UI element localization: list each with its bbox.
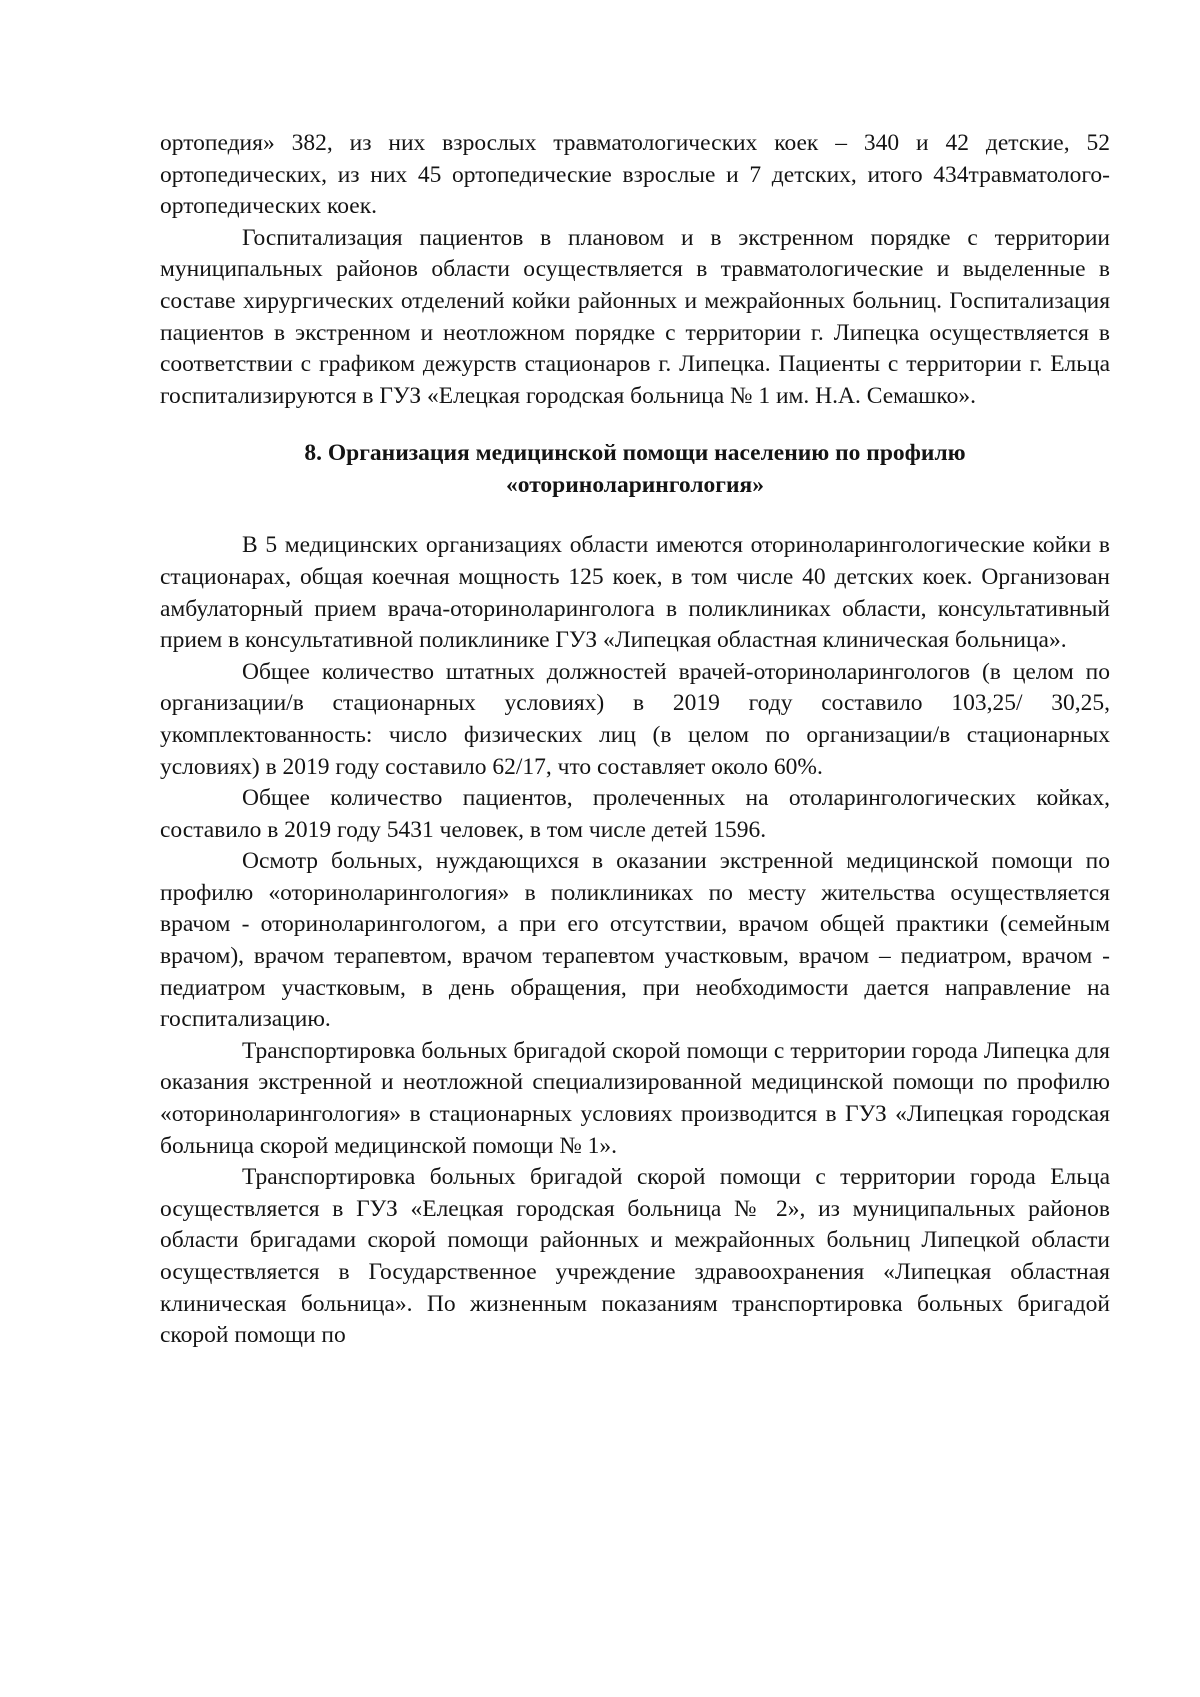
paragraph-ent-beds: В 5 медицинских организациях области имеются оториноларингологические койки в стационарах, общая коечная мощность 125 коек, в том числе 40 детских коек. Организован амбулаторный прием врача-оториноларинголога в поликлиниках области, консультативный прием в консультативной поликлинике ГУЗ «Липецкая областная клиническая больница». [160,532,1110,654]
paragraph-hospitalization: Госпитализация пациентов в плановом и в экстренном порядке с территории муниципальных районов области осуществляется в травматологические и выделенные в составе хирургических отделений койки районных и межрайонных больниц. Госпитализация пациентов в экстренном и неотложном порядке с территории г. Липецка осуществляется в соответствии с графиком дежурств стационаров г. Липецка. Пациенты с территории г. Ельца госпитализируются в ГУЗ «Елецкая городская больница № 1 им. Н.А. Семашко». [160,224,1110,409]
paragraph-patients-treated: Общее количество пациентов, пролеченных на отоларингологических койках, составило в 2019 году 5431 человек, в том числе детей 1596. [160,785,1110,843]
paragraph-transport-lipetsk: Транспортировка больных бригадой скорой помощи с территории города Липецка для оказания экстренной и неотложной специализированной медицинской помощи по профилю «оториноларингология» в стационарных условиях производится в ГУЗ «Липецкая городская больница скорой медицинской помощи № 1». [160,1037,1110,1159]
section-heading-line-1: 8. Организация медицинской помощи населению по профилю [304,440,966,467]
section-heading [160,437,1110,501]
paragraph-transport-yelets: Транспортировка больных бригадой скорой помощи с территории города Ельца осуществляется в ГУЗ «Елецкая городская больница № 2», из муниципальных районов области бригадами скорой помощи районных и межрайонных больниц Липецкой области осуществляется в Государственное учреждение здравоохранения «Липецкая областная клиническая больница». По жизненным показаниям транспортировка больных бригадой скорой помощи по [160,1164,1110,1349]
section-heading-line-2: «оториноларингология» [506,472,764,499]
paragraph-staffing: Общее количество штатных должностей врачей-оториноларингологов (в целом по организации/в стационарных условиях) в 2019 году составило 103,25/ 30,25, укомплектованность: число физических лиц (в целом по организации/в стационарных условиях) в 2019 году составило 62/17, что составляет около 60%. [160,658,1110,780]
paragraph-examination: Осмотр больных, нуждающихся в оказании экстренной медицинской помощи по профилю «оториноларингология» в поликлиниках по месту жительства осуществляется врачом - оториноларингологом, а при его отсутствии, врачом общей практики (семейным врачом), врачом терапевтом, врачом терапевтом участковым, врачом – педиатром, врачом - педиатром участковым, в день обращения, при необходимости дается направление на госпитализацию. [160,848,1110,1033]
paragraph-trauma-beds: ортопедия» 382, из них взрослых травматологических коек – 340 и 42 детские, 52 ортопедических, из них 45 ортопедические взрослые и 7 детских, итого 434травматолого-ортопедических коек. [160,130,1110,220]
